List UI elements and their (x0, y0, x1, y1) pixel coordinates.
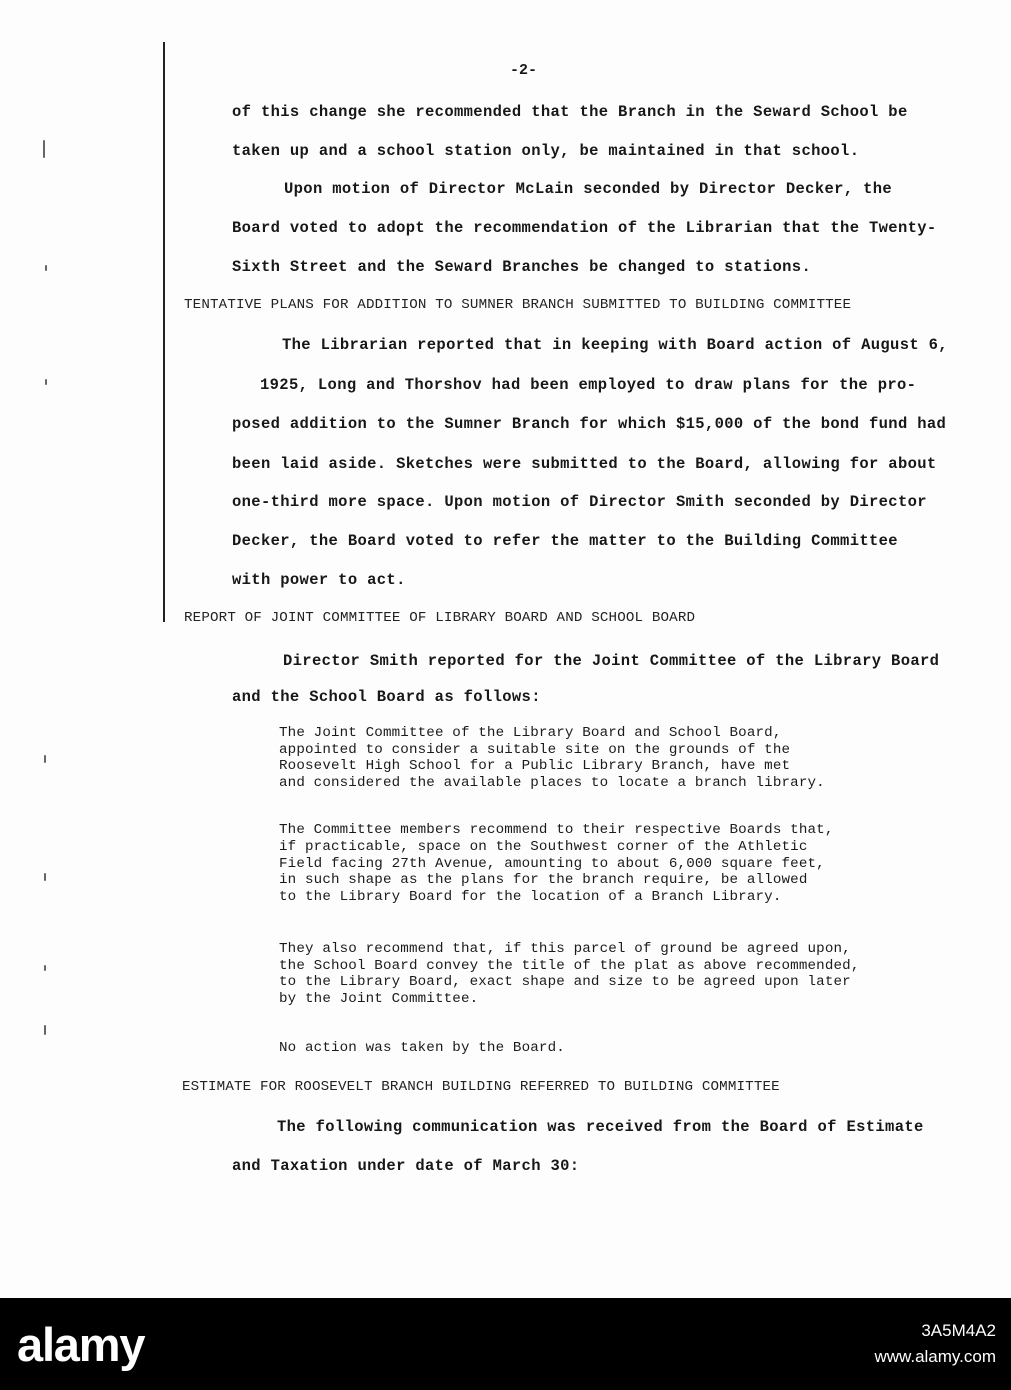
quoted-line: appointed to consider a suitable site on the grounds of the (279, 742, 791, 758)
scan-mark (44, 755, 46, 763)
scan-mark (44, 965, 46, 971)
paragraph-line: been laid aside. Sketches were submitted to the Board, allowing for about (232, 455, 937, 473)
quoted-line: by the Joint Committee. (279, 991, 479, 1007)
quoted-line: The Joint Committee of the Library Board and School Board, (279, 725, 782, 741)
left-margin-rule (163, 42, 165, 622)
quoted-line: and considered the available places to locate a branch library. (279, 775, 825, 791)
scan-mark (43, 140, 45, 158)
paragraph-line: Board voted to adopt the recommendation of the Librarian that the Twenty- (232, 219, 937, 237)
paragraph-line: The Librarian reported that in keeping with Board action of August 6, (282, 336, 948, 354)
paragraph-line: Sixth Street and the Seward Branches be changed to stations. (232, 258, 812, 276)
alamy-logo: alamy (17, 1318, 145, 1371)
paragraph-line: Upon motion of Director McLain seconded by Director Decker, the (284, 180, 893, 198)
paragraph-line: taken up and a school station only, be maintained in that school. (232, 142, 860, 160)
paragraph-line: Decker, the Board voted to refer the matter to the Building Committee (232, 532, 898, 550)
paragraph-line: with power to act. (232, 571, 406, 589)
scan-mark (45, 265, 47, 271)
quoted-line: The Committee members recommend to their respective Boards that, (279, 822, 834, 838)
paragraph-line: and Taxation under date of March 30: (232, 1157, 580, 1175)
quoted-line: the School Board convey the title of the plat as above recommended, (279, 958, 860, 974)
scan-mark (45, 379, 47, 385)
quoted-line: to the Library Board, exact shape and size to be agreed upon later (279, 974, 851, 990)
site-url[interactable]: www.alamy.com (874, 1347, 996, 1366)
quoted-line: They also recommend that, if this parcel of ground be agreed upon, (279, 941, 851, 957)
paragraph-line: The following communication was received from the Board of Estimate (277, 1118, 924, 1136)
quoted-line: if practicable, space on the Southwest corner of the Athletic (279, 839, 808, 855)
paragraph-line: and the School Board as follows: (232, 688, 541, 706)
paragraph-line: 1925, Long and Thorshov had been employed to draw plans for the pro- (260, 376, 917, 394)
scan-mark (44, 873, 46, 881)
quoted-line: Roosevelt High School for a Public Library Branch, have met (279, 758, 791, 774)
paragraph-line: one-third more space. Upon motion of Director Smith seconded by Director (232, 493, 927, 511)
section-heading: ESTIMATE FOR ROOSEVELT BRANCH BUILDING REFERRED TO BUILDING COMMITTEE (182, 1079, 780, 1095)
paragraph-line: posed addition to the Sumner Branch for which $15,000 of the bond fund had (232, 415, 947, 433)
footer-meta (696, 1318, 996, 1370)
paragraph-line: Director Smith reported for the Joint Committee of the Library Board (283, 652, 940, 670)
paragraph-line: of this change she recommended that the Branch in the Seward School be (232, 103, 908, 121)
scan-mark (44, 1025, 46, 1035)
page-number: -2- (510, 62, 538, 79)
stock-footer-bar (0, 1298, 1011, 1390)
section-heading: TENTATIVE PLANS FOR ADDITION TO SUMNER BRANCH SUBMITTED TO BUILDING COMMITTEE (184, 297, 852, 313)
section-heading: REPORT OF JOINT COMMITTEE OF LIBRARY BOARD AND SCHOOL BOARD (184, 610, 696, 626)
image-id: 3A5M4A2 (921, 1321, 996, 1340)
quoted-line: Field facing 27th Avenue, amounting to about 6,000 square feet, (279, 856, 825, 872)
no-action-line: No action was taken by the Board. (279, 1040, 565, 1056)
quoted-line: in such shape as the plans for the branch require, be allowed (279, 872, 808, 888)
quoted-line: to the Library Board for the location of a Branch Library. (279, 889, 782, 905)
